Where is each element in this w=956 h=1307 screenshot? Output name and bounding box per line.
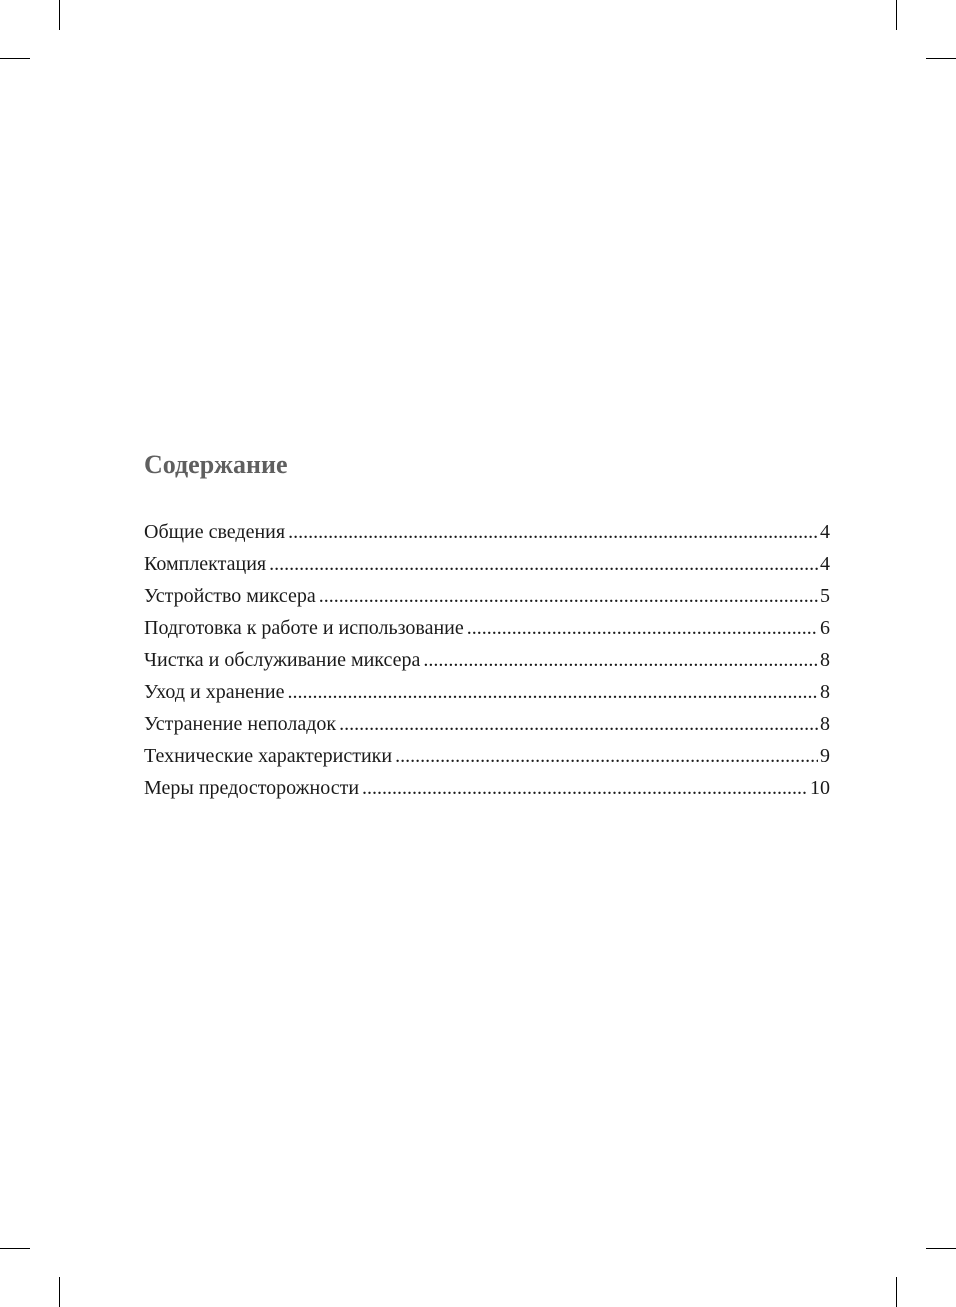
toc-entry-label: Меры предосторожности: [144, 777, 360, 799]
toc-leader-dots: [467, 612, 818, 644]
toc-leader-dots: [288, 516, 818, 548]
toc-entry-label: Общие сведения: [144, 521, 286, 543]
toc-entry-label: Чистка и обслуживание миксера: [144, 649, 421, 671]
crop-mark-bottom-left-horizontal: [0, 1248, 30, 1249]
crop-mark-top-right-vertical: [896, 0, 897, 30]
toc-entry-page: 5: [820, 585, 830, 607]
toc-leader-dots: [362, 772, 808, 804]
toc-leader-dots: [269, 548, 818, 580]
toc-entry-package-contents[interactable]: [144, 548, 830, 580]
toc-entry-general-info[interactable]: [144, 516, 830, 548]
toc-leader-dots: [339, 708, 818, 740]
crop-mark-top-left-vertical: [59, 0, 60, 30]
toc-entry-label: Уход и хранение: [144, 681, 285, 703]
toc-entry-label: Устранение неполадок: [144, 713, 337, 735]
crop-mark-top-left-horizontal: [0, 58, 30, 59]
toc-leader-dots: [287, 676, 818, 708]
toc-entry-troubleshooting[interactable]: [144, 708, 830, 740]
toc-entry-label: Подготовка к работе и использование: [144, 617, 464, 639]
toc-entry-page: 8: [820, 681, 830, 703]
toc-leader-dots: [395, 740, 818, 772]
toc-entry-label: Технические характеристики: [144, 745, 393, 767]
toc-leader-dots: [319, 580, 818, 612]
toc-entry-label: Комплектация: [144, 553, 267, 575]
toc-entry-page: 8: [820, 649, 830, 671]
toc-entry-specifications[interactable]: [144, 740, 830, 772]
toc-entry-page: 10: [810, 777, 830, 799]
table-of-contents: [144, 446, 830, 804]
crop-mark-bottom-left-vertical: [59, 1277, 60, 1307]
toc-leader-dots: [423, 644, 818, 676]
toc-entry-cleaning-and-maintenance[interactable]: [144, 644, 830, 676]
toc-entry-page: 8: [820, 713, 830, 735]
toc-entry-page: 9: [820, 745, 830, 767]
toc-entry-safety-precautions[interactable]: [144, 772, 830, 804]
toc-entry-page: 6: [820, 617, 830, 639]
toc-entry-mixer-design[interactable]: [144, 580, 830, 612]
toc-list: [144, 516, 830, 804]
toc-entry-page: 4: [820, 521, 830, 543]
toc-entry-care-and-storage[interactable]: [144, 676, 830, 708]
page-title: Содержание: [144, 450, 288, 479]
toc-entry-page: 4: [820, 553, 830, 575]
crop-mark-top-right-horizontal: [926, 58, 956, 59]
toc-entry-preparation-and-use[interactable]: [144, 612, 830, 644]
crop-mark-bottom-right-horizontal: [926, 1248, 956, 1249]
toc-entry-label: Устройство миксера: [144, 585, 316, 607]
crop-mark-bottom-right-vertical: [896, 1277, 897, 1307]
